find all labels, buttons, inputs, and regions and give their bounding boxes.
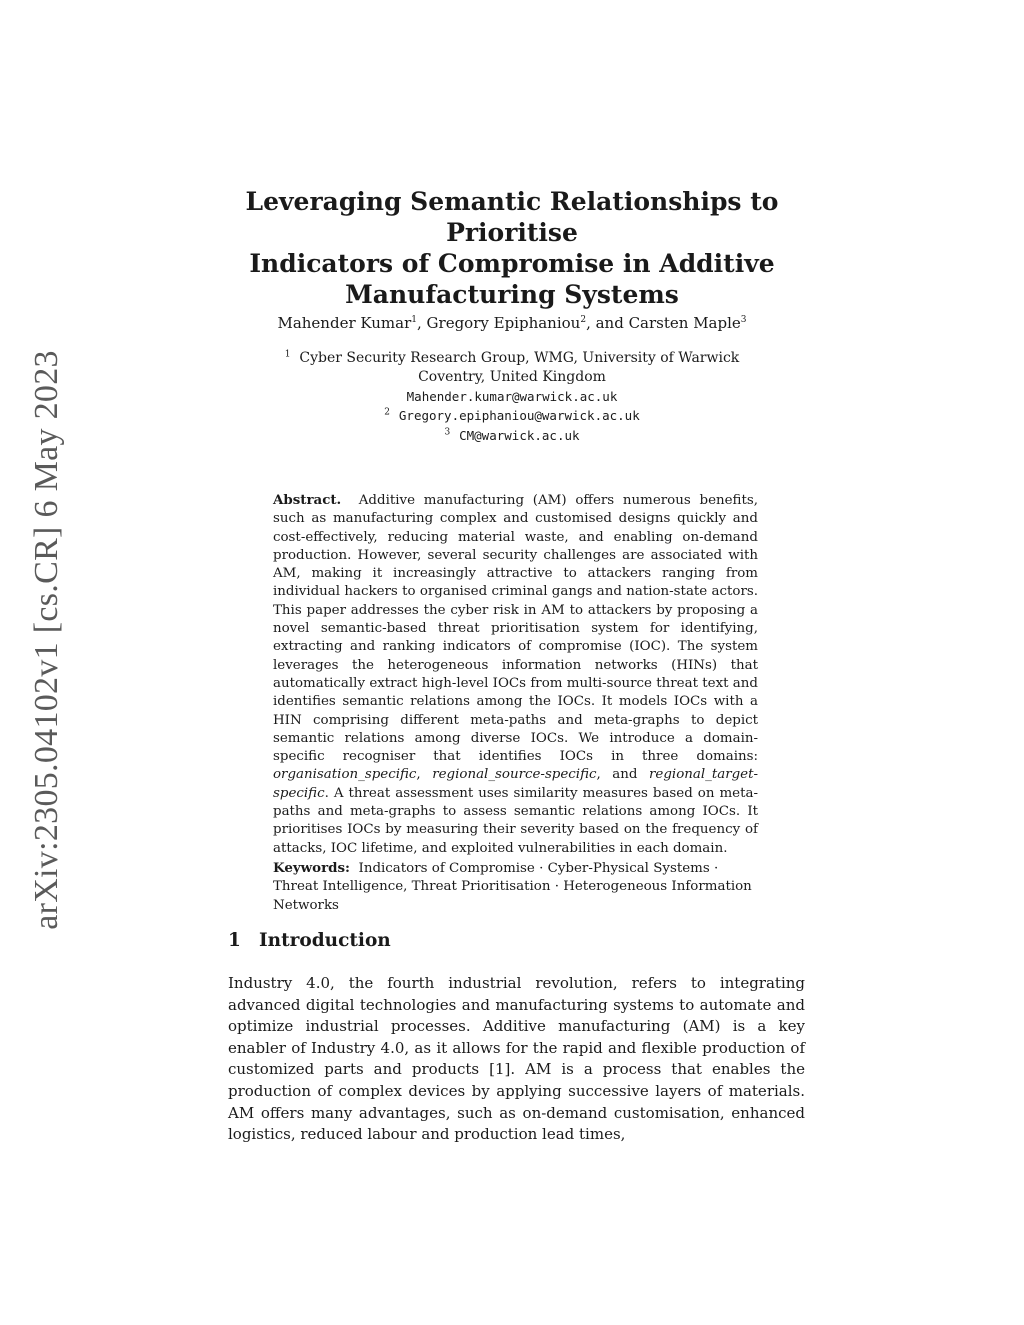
affiliation-location: Coventry, United Kingdom [418,369,606,385]
domain-term: regional_source-specific [432,767,597,783]
arxiv-id-label: arXiv:2305.04102v1 [cs.CR] 6 May 2023 [28,350,66,930]
affiliation-institution: Cyber Security Research Group, WMG, University of Warwick [299,350,740,366]
abstract-separator: , [416,767,433,783]
section-number: 1 [228,930,241,951]
affil-marker: 3 [444,427,451,438]
abstract [273,491,758,858]
author-email: Mahender.kumar@warwick.ac.uk [406,389,618,404]
domain-term: organisation_specific [273,767,417,783]
section-heading [228,930,391,951]
domain-term: regional_target-specific [273,767,759,801]
affiliation-line [200,349,824,368]
paper-title [200,186,824,310]
author-name: Carsten Maple [628,314,741,332]
author-name: Gregory Epiphaniou [426,314,581,332]
abstract-text: Additive manufacturing (AM) offers numerous benefits, such as manufacturing complex and customised designs quickly and cost-effectively, reducing material waste, and enabling on-demand production. However, several security challenges are associated with AM, making it increasingly attractive to attackers ranging from individual hackers to organised criminal gangs and nation-state actors. This paper addresses the cyber risk in AM to attackers by proposing a novel semantic-based threat prioritisation system for identifying, extracting and ranking indicators of compromise (IOC). The system leverages the heterogeneous information networks (HINs) that automatically extract high-level IOCs from multi-source threat text and identifies semantic relations among the IOCs. It models IOCs with a HIN comprising different meta-paths and meta-graphs to depict semantic relations among diverse IOCs. We introduce a domain-specific recogniser that identifies IOCs in three domains: [273,493,758,765]
author-separator: , [417,314,427,332]
intro-paragraph: Industry 4.0, the fourth industrial revolution, refers to integrating advanced digital technologies and manufacturing systems to automate and optimize industrial processes. Additive manufacturing (AM) is a key enabler of Industry 4.0, as it allows for the rapid and flexible production of customized parts and products [1]. AM is a process that enables the production of complex devices by applying successive layers of materials. AM offers many advantages, such as on-demand customisation, enhanced logistics, reduced labour and production lead times, [228,974,805,1144]
abstract-label: Abstract. [273,492,342,508]
abstract-separator: , and [596,767,650,783]
title-line: Indicators of Compromise in Additive [249,249,775,278]
section-title: Introduction [259,930,391,951]
author-list [200,313,824,333]
author-affil-marker: 3 [740,315,747,325]
author-separator: , and [586,314,629,332]
author-affil-marker: 1 [411,315,417,325]
title-line: Leveraging Semantic Relationships to Prioritise [245,187,779,247]
author-email: Gregory.epiphaniou@warwick.ac.uk [398,408,640,423]
keywords-label: Keywords: [273,860,351,876]
keywords-text: Indicators of Compromise · Cyber-Physical Systems · Threat Intelligence, Threat Prioritisation · Heterogeneous Information Networks [273,861,752,913]
title-line: Manufacturing Systems [345,280,679,309]
author-name: Mahender Kumar [277,314,412,332]
affiliation-block [200,349,824,446]
affil-marker: 2 [384,407,390,418]
author-email: CM@warwick.ac.uk [459,428,580,443]
keywords [273,859,758,915]
affil-marker: 1 [284,349,291,360]
affiliation-line [200,426,824,446]
author-affil-marker: 2 [580,315,587,325]
affiliation-line [200,406,824,426]
abstract-text: . A threat assessment uses similarity measures based on meta-paths and meta-graphs to assess semantic relations among IOCs. It prioritises IOCs by measuring their severity based on the frequency of attacks, IOC lifetime, and exploited vulnerabilities in each domain. [273,785,758,856]
arxiv-side-stamp [22,350,72,930]
